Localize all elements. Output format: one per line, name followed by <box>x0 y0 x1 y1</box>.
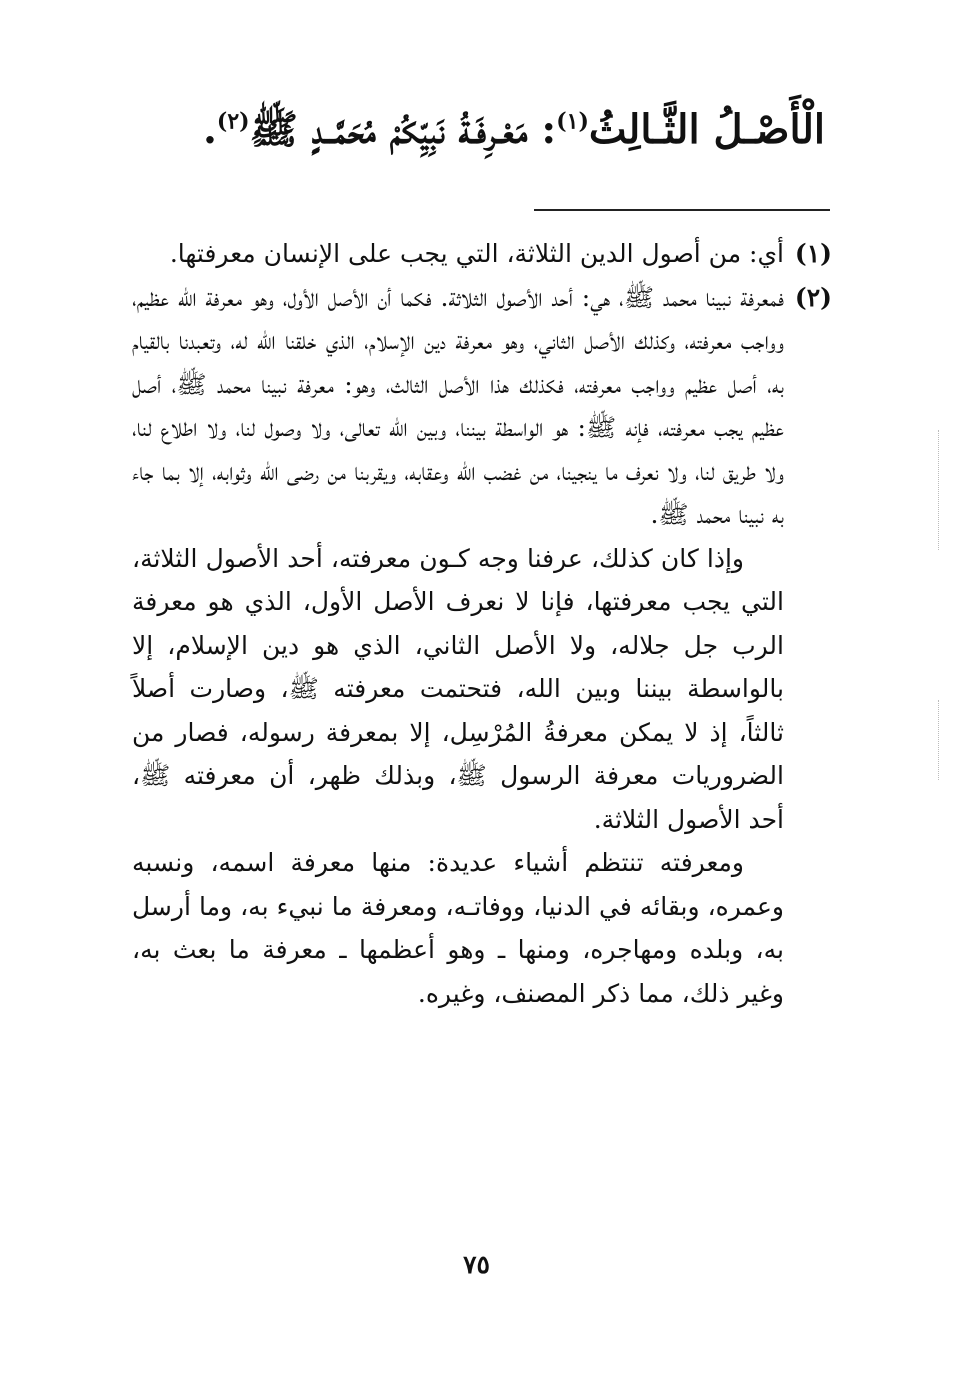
section-heading <box>125 100 825 160</box>
footnote-paragraph: فمعرفة نبينا محمد ﷺ، هي: أحد الأصول الثلاثة. فكما أن الأصل الأول، وهو معرفة الله عظيم، وواجب معرفته، وكذلك الأصل الثاني، وهو معرفة دين الإسلام، الذي خلقنا الله له، وتعبدنا بالقيام به، أصل عظيم وواجب معرفته، فكذلك هذا الأصل الثالث، وهو: معرفة نبينا محمد ﷺ، أصل عظيم يجب معرفته، فإنه ﷺ: هو الواسطة بيننا، وبين الله تعالى، ولا وصول لنا، ولا اطلاع لنا، ولا طريق لنا، ولا نعرف ما ينجينا، من غضب الله وعقابه، ويقربنا من رضى الله وثوابه، إلا بما جاء به نبينا محمد ﷺ. <box>132 282 784 529</box>
footnote-marker: (٢) <box>794 282 832 312</box>
footnote-paragraph: ومعرفته تنتظم أشياء عديدة: منها معرفة اسمه، ونسبه وعمره، وبقائه في الدنيا، ووفاتـه، ومعرفة ما نبيء به، وما أرسل به، وبلده ومهاجره، ومنها ـ وهو أعظمها ـ معرفة ما بعث به، وغير ذلك، مما ذكر المصنف، وغيره. <box>132 848 784 1008</box>
footnote-2 <box>132 276 832 1016</box>
footnote-1 <box>132 232 832 276</box>
footnote-paragraph: وإذا كان كذلك، عرفنا وجه كـون معرفته، أحد الأصول الثلاثة، التي يجب معرفتها، فإنا لا نعرف الأصل الأول، الذي هو معرفة الرب جل جلاله، ولا الأصل الثاني، الذي هو دين الإسلام، إلا بالواسطة بيننا وبين الله، فتحتمت معرفته ﷺ، وصارت أصلاً ثالثاً، إذ لا يمكن معرفةُ المُرْسِل، إلا بمعرفة رسوله، فصار من الضروريات معرفة الرسول ﷺ، وبذلك ظهر، أن معرفته ﷺ، أحد الأصول الثلاثة. <box>132 543 784 834</box>
heading-end: . <box>202 106 217 153</box>
footnote-ref-2[interactable]: (٢) <box>216 108 250 135</box>
footnote-ref-1[interactable]: (١) <box>556 108 589 135</box>
page-number: ٧٥ <box>463 1250 490 1279</box>
footnote-marker: (١) <box>794 239 832 268</box>
heading-subtitle: : مَعْـرِفَـةُ نَبِيِّكُمْ مُحَمَّــدٍ ﷺ <box>249 106 557 153</box>
heading-title: الْأَصْـلُ الثَّـالِثُ <box>588 106 825 153</box>
footnote-text: أي: من أصول الدين الثلاثة، التي يجب على الإنسان معرفتها. <box>169 239 784 268</box>
margin-scan-mark <box>938 700 939 780</box>
footnote-separator <box>534 209 830 211</box>
margin-scan-mark <box>938 430 939 550</box>
footnotes-section <box>132 232 832 1015</box>
